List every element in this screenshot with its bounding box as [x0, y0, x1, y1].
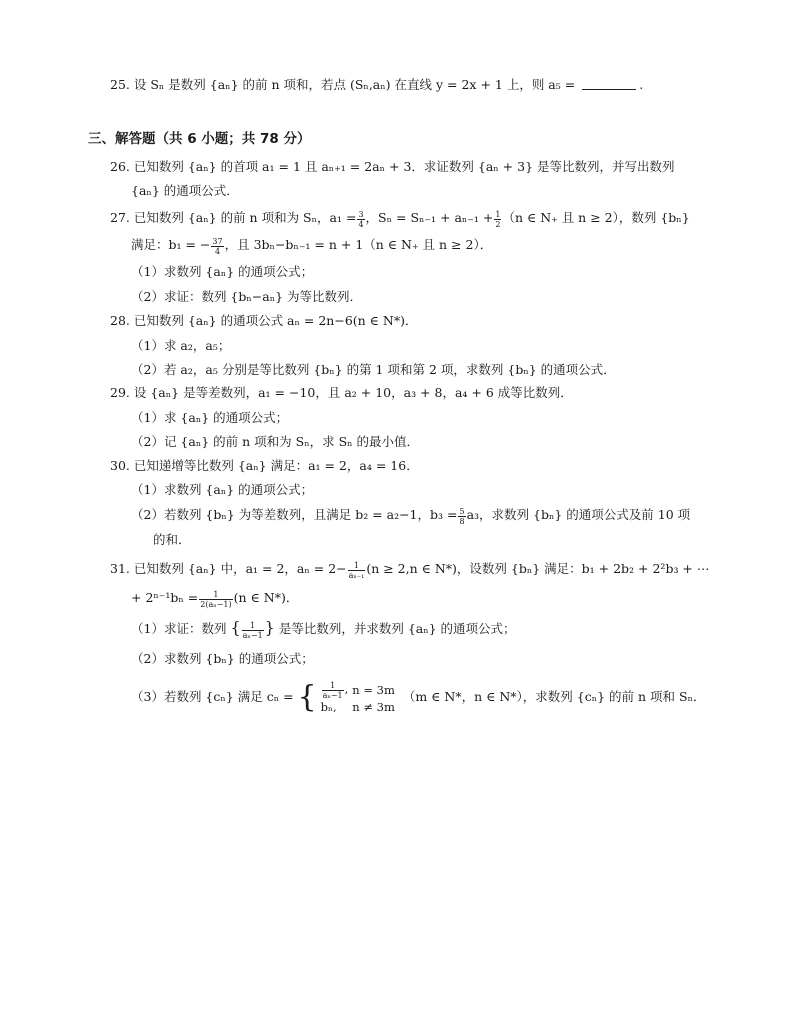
- problem-text: 已知数列 {aₙ} 的首项 a₁ = 1 且 aₙ₊₁ = 2aₙ + 3．求证数列 {aₙ + 3} 是等比数列，并写出数列: [133, 159, 675, 174]
- problem-26-cont: {aₙ} 的通项公式．: [131, 183, 239, 198]
- problem-29-sub1: （1）求 {aₙ} 的通项公式；: [131, 410, 289, 425]
- problem-31-cont: + 2ⁿ⁻¹bₙ = $\frac{1}{\text{2(aₙ−1)}}$ (n ∈ N*)．: [131, 590, 299, 609]
- problem-number: 29.: [110, 385, 130, 400]
- problem-30-sub2-cont: 的和．: [153, 532, 191, 547]
- problem-number: 30.: [110, 458, 130, 473]
- problem-31-sub1: （1）求证：数列 { $\frac{1}{\text{aₙ−1}}$ } 是等比数列，并求数列 {aₙ} 的通项公式；: [131, 618, 516, 640]
- problem-27-sub1: （1）求数列 {aₙ} 的通项公式；: [131, 264, 314, 279]
- problem-28: 28. 已知数列 {aₙ} 的通项公式 aₙ = 2n−6(n ∈ N*)．: [110, 313, 418, 328]
- problem-25: 25. 设 Sₙ 是数列 {aₙ} 的前 n 项和，若点 (Sₙ,aₙ) 在直线 y = 2x + 1 上，则 a₅ = .: [110, 77, 644, 92]
- problem-29-sub2: （2）记 {aₙ} 的前 n 项和为 Sₙ，求 Sₙ 的最小值．: [131, 434, 420, 449]
- problem-28-sub2: （2）若 a₂，a₅ 分别是等比数列 {bₙ} 的第 1 项和第 2 项，求数列 {bₙ} 的通项公式．: [131, 362, 616, 377]
- piecewise: { $\frac{1}{\text{aₙ−1}}$ , n = 3m bₙ, n ≠ 3m: [297, 679, 395, 715]
- problem-number: 26.: [110, 159, 130, 174]
- problem-number: 27.: [110, 210, 130, 225]
- fraction: $\frac{1}{2}$: [495, 210, 501, 229]
- fraction: $\frac{5}{8}$: [459, 507, 465, 526]
- problem-text: 设 Sₙ 是数列 {aₙ} 的前 n 项和，若点 (Sₙ,aₙ) 在直线 y = 2x + 1 上，则 a₅ =: [133, 77, 576, 92]
- fraction: $\frac{3}{4}$: [358, 210, 364, 229]
- answer-blank[interactable]: [582, 77, 636, 90]
- problem-30-sub1: （1）求数列 {aₙ} 的通项公式；: [131, 482, 314, 497]
- fraction: $\frac{1}{\text{aₙ₋₁}}$: [348, 561, 365, 580]
- fraction: $\frac{1}{\text{aₙ−1}}$: [242, 621, 263, 640]
- problem-27: 27. 已知数列 {aₙ} 的前 n 项和为 Sₙ，a₁ = $\frac{3}{4}$ ，Sₙ = Sₙ₋₁ + aₙ₋₁ + $\frac{1}{2}$ （n ∈ N₊ 且 n ≥ 2），数列 {bₙ}: [110, 210, 690, 229]
- section-title: 三、解答题（共 6 小题；共 78 分）: [88, 131, 311, 147]
- problem-27-cont: 满足：b₁ = − $\frac{37}{4}$ ，且 3bₙ−bₙ₋₁ = n + 1（n ∈ N₊ 且 n ≥ 2）．: [131, 237, 493, 256]
- problem-31-sub3: （3）若数列 {cₙ} 满足 cₙ = { $\frac{1}{\text{aₙ−1}}$ , n = 3m bₙ, n ≠ 3m （m ∈ N*，n ∈ N*），求数列 {cₙ} 的前 n 项和 Sₙ．: [131, 679, 706, 715]
- problem-number: 25.: [110, 77, 130, 92]
- problem-29: 29. 设 {aₙ} 是等差数列，a₁ = −10，且 a₂ + 10，a₃ + 8，a₄ + 6 成等比数列．: [110, 385, 573, 400]
- problem-27-sub2: （2）求证：数列 {bₙ−aₙ} 为等比数列．: [131, 289, 363, 304]
- fraction: $\frac{1}{\text{2(aₙ−1)}}$: [200, 590, 232, 609]
- problem-26: [110, 159, 675, 175]
- fraction: $\frac{1}{\text{aₙ−1}}$: [322, 680, 343, 700]
- problem-31: 31. 已知数列 {aₙ} 中，a₁ = 2，aₙ = 2− $\frac{1}{\text{aₙ₋₁}}$ (n ≥ 2,n ∈ N*)，设数列 {bₙ} 满足：b₁ + 2b₂ + 2²b₃ + ⋯: [110, 561, 710, 580]
- problem-30: 30. 已知递增等比数列 {aₙ} 满足：a₁ = 2，a₄ = 16．: [110, 458, 419, 473]
- problem-30-sub2: （2）若数列 {bₙ} 为等差数列，且满足 b₂ = a₂−1，b₃ = $\frac{5}{8}$ a₃，求数列 {bₙ} 的通项公式及前 10 项: [131, 507, 691, 526]
- problem-number: 28.: [110, 313, 130, 328]
- problem-28-sub1: （1）求 a₂，a₅；: [131, 338, 231, 353]
- fraction: $\frac{37}{4}$: [212, 237, 223, 256]
- problem-number: 31.: [110, 561, 130, 576]
- problem-31-sub2: （2）求数列 {bₙ} 的通项公式；: [131, 651, 314, 666]
